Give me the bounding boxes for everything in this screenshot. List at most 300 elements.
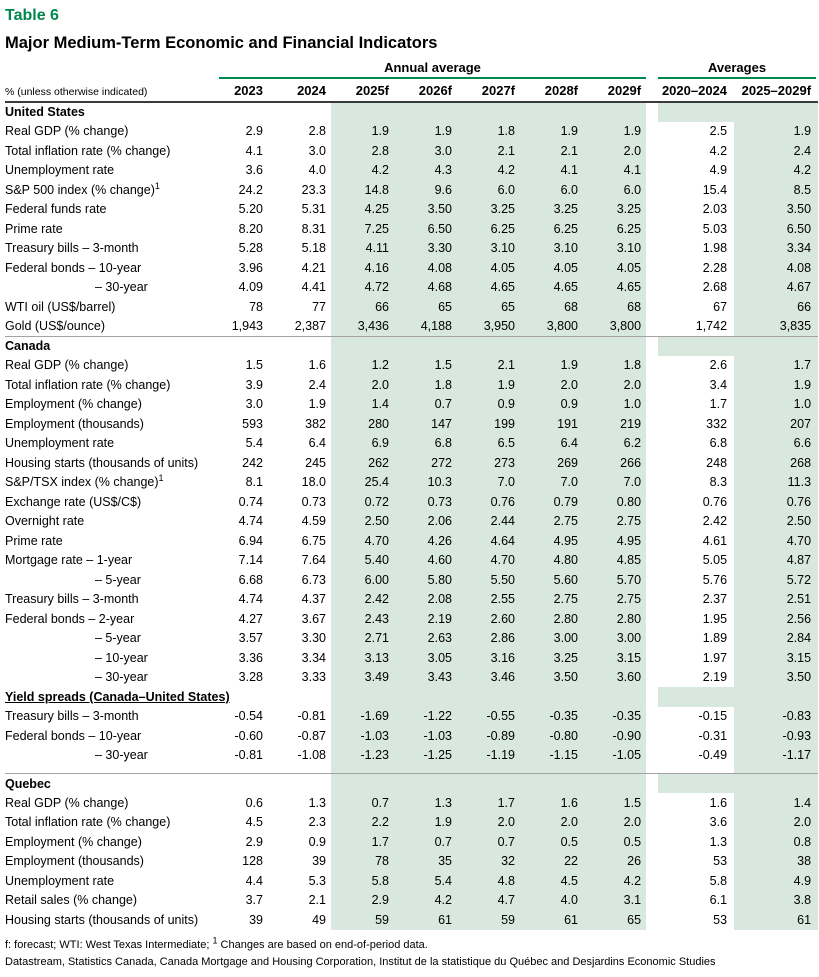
table-row	[5, 891, 818, 911]
cell-value: 5.60	[520, 570, 583, 590]
cell-value: 3.0	[308, 143, 326, 158]
section-filler-cell	[520, 774, 583, 794]
cell-value: -0.90	[583, 726, 646, 746]
cell-value: 78	[249, 299, 263, 314]
table-row	[5, 473, 818, 493]
cell-value: 3.10	[583, 239, 646, 259]
table-row	[5, 180, 818, 200]
row-label-footnote-ref: 1	[154, 180, 160, 191]
cell-value: 1.3	[709, 834, 728, 849]
section-filler-cell	[520, 336, 583, 356]
cell-value: -0.81	[234, 747, 263, 762]
column-gap	[646, 793, 658, 813]
footnote-pre: f: forecast; WTI: West Texas Intermediate;	[5, 938, 213, 951]
cell-value: 2.5	[709, 124, 728, 139]
cell-value: 5.8	[709, 873, 728, 888]
cell-value: 245	[305, 455, 326, 470]
column-gap	[646, 629, 658, 649]
table-row	[5, 590, 818, 610]
section-filler-cell	[734, 336, 818, 356]
cell-value: 3.96	[238, 260, 263, 275]
cell-value: 1.4	[734, 793, 818, 813]
cell-value: 4.2	[331, 161, 394, 181]
group-averages-label: Averages	[658, 60, 816, 79]
cell-value: 4.11	[331, 239, 394, 259]
cell-value: 2.75	[520, 512, 583, 532]
table-row	[5, 668, 818, 688]
row-label: Total inflation rate (% change)	[5, 377, 171, 392]
cell-value: 49	[312, 912, 326, 927]
column-gap	[646, 453, 658, 473]
cell-value: 2.9	[245, 124, 263, 139]
footnote-sup: 1	[212, 934, 218, 945]
cell-value: 61	[394, 910, 457, 930]
table-row	[5, 356, 818, 376]
row-label: Treasury bills – 3-month	[5, 592, 139, 607]
section-filler-cell	[394, 687, 457, 707]
cell-value: 4.05	[457, 258, 520, 278]
cell-value: -1.19	[457, 746, 520, 774]
cell-value: 4.27	[238, 611, 263, 626]
cell-value: 32	[457, 852, 520, 872]
cell-value: 11.3	[734, 473, 818, 493]
col-header-avg-2025-2029f: 2025–2029f	[734, 79, 818, 102]
cell-value: 6.1	[709, 893, 728, 908]
cell-value: -1.05	[583, 746, 646, 774]
cell-value: 3.49	[331, 668, 394, 688]
group-header-spacer	[5, 60, 205, 79]
cell-value: -1.23	[331, 746, 394, 774]
cell-value: 8.1	[245, 475, 263, 490]
cell-value: 0.73	[394, 492, 457, 512]
cell-value: 39	[249, 912, 263, 927]
cell-value: 4.21	[301, 260, 326, 275]
cell-value: 3.34	[301, 650, 326, 665]
cell-value: 4.08	[734, 258, 818, 278]
cell-value: 0.9	[457, 395, 520, 415]
cell-value: -0.60	[234, 728, 263, 743]
cell-value: 3.25	[457, 200, 520, 220]
cell-value: 65	[394, 297, 457, 317]
col-header-2029f: 2029f	[583, 79, 646, 102]
cell-value: 6.8	[394, 434, 457, 454]
column-gap	[646, 356, 658, 376]
row-label: Real GDP (% change)	[5, 795, 129, 810]
column-gap	[646, 258, 658, 278]
column-gap	[646, 200, 658, 220]
cell-value: 593	[242, 416, 263, 431]
cell-value: 2.1	[457, 356, 520, 376]
cell-value: 2.75	[583, 512, 646, 532]
cell-value: 2.08	[394, 590, 457, 610]
cell-value: 4.2	[457, 161, 520, 181]
indicators-table	[5, 60, 818, 930]
row-label: – 5-year	[95, 572, 141, 587]
table-row	[5, 297, 818, 317]
col-header-2023: 2023	[205, 79, 268, 102]
cell-value: 2.84	[734, 629, 818, 649]
cell-value: 1.9	[734, 375, 818, 395]
section-name-text: United States	[5, 105, 85, 120]
cell-value: 2.2	[331, 813, 394, 833]
column-gap	[646, 910, 658, 930]
row-label: Unemployment rate	[5, 873, 115, 888]
cell-value: 25.4	[331, 473, 394, 493]
row-label: Housing starts (thousands of units)	[5, 455, 199, 470]
cell-value: 2.9	[245, 834, 263, 849]
column-gap	[646, 102, 658, 122]
section-filler-cell	[394, 102, 457, 122]
cell-value: 3.30	[394, 239, 457, 259]
group-header-annual-average	[205, 60, 646, 79]
cell-value: -0.93	[734, 726, 818, 746]
cell-value: 4.26	[394, 531, 457, 551]
cell-value: 3.0	[394, 141, 457, 161]
cell-value: 6.68	[238, 572, 263, 587]
column-gap	[646, 832, 658, 852]
column-gap	[646, 434, 658, 454]
cell-value: 4.68	[394, 278, 457, 298]
section-filler-cell	[331, 774, 394, 794]
cell-value: 6.25	[457, 219, 520, 239]
cell-value: 2.6	[709, 358, 728, 373]
cell-value: 0.74	[238, 494, 263, 509]
cell-value: 1.0	[583, 395, 646, 415]
cell-value: 7.64	[301, 553, 326, 568]
section-name	[5, 336, 331, 356]
row-label: Employment (% change)	[5, 397, 142, 412]
row-label: Employment (thousands)	[5, 416, 144, 431]
cell-value: 2.42	[331, 590, 394, 610]
source-line: Datastream, Statistics Canada, Canada Mortgage and Housing Corporation, Institut de la statistique du Québec and Desjardins Economic Studies	[5, 955, 716, 968]
cell-value: 2.4	[308, 377, 326, 392]
cell-value: 4.3	[394, 161, 457, 181]
cell-value: 68	[520, 297, 583, 317]
column-gap	[646, 609, 658, 629]
group-annual-label: Annual average	[219, 60, 646, 79]
table-row	[5, 813, 818, 833]
cell-value: 5.8	[331, 871, 394, 891]
row-label: Employment (thousands)	[5, 854, 144, 869]
cell-value: 14.8	[331, 180, 394, 200]
cell-value: 4.2	[583, 871, 646, 891]
row-label: Prime rate	[5, 533, 63, 548]
cell-value: 5.50	[457, 570, 520, 590]
cell-value: 7.0	[520, 473, 583, 493]
cell-value: 68	[583, 297, 646, 317]
table-row	[5, 570, 818, 590]
cell-value: 23.3	[301, 182, 326, 197]
cell-value: 3.46	[457, 668, 520, 688]
cell-value: 3.60	[583, 668, 646, 688]
cell-value: 4.08	[394, 258, 457, 278]
cell-value: 24.2	[238, 182, 263, 197]
row-label: – 30-year	[95, 747, 148, 762]
cell-value: 4.37	[301, 592, 326, 607]
cell-value: 5.31	[301, 202, 326, 217]
cell-value: 3.25	[520, 648, 583, 668]
section-filler-cell	[520, 687, 583, 707]
cell-value: 4.05	[583, 258, 646, 278]
cell-value: 6.4	[520, 434, 583, 454]
section-name	[5, 687, 331, 707]
section-filler-cell	[331, 336, 394, 356]
cell-value: 3.13	[331, 648, 394, 668]
cell-value: 1.9	[457, 375, 520, 395]
cell-value: 1.9	[308, 397, 326, 412]
cell-value: 4.5	[245, 815, 263, 830]
section-filler-cell	[583, 102, 646, 122]
table-row	[5, 551, 818, 571]
cell-value: 3,950	[457, 317, 520, 337]
table-row	[5, 726, 818, 746]
cell-value: 4.70	[331, 531, 394, 551]
row-label: S&P/TSX index (% change)$^1$	[5, 473, 164, 490]
cell-value: 2.4	[734, 141, 818, 161]
table-row	[5, 453, 818, 473]
column-gap	[646, 871, 658, 891]
column-gap	[646, 531, 658, 551]
cell-value: 6.94	[238, 533, 263, 548]
cell-value: 5.72	[734, 570, 818, 590]
cell-value: 1.9	[520, 122, 583, 142]
cell-value: 4.5	[520, 871, 583, 891]
column-gap	[646, 570, 658, 590]
row-label: Unemployment rate	[5, 163, 115, 178]
row-label: WTI oil (US$/barrel)	[5, 299, 116, 314]
cell-value: 273	[457, 453, 520, 473]
cell-value: 266	[583, 453, 646, 473]
cell-value: 22	[520, 852, 583, 872]
cell-value: 4.67	[734, 278, 818, 298]
cell-value: 5.28	[238, 241, 263, 256]
column-gap	[646, 492, 658, 512]
cell-value: 1.89	[702, 631, 728, 646]
cell-value: 5.4	[394, 871, 457, 891]
cell-value: 26	[583, 852, 646, 872]
cell-value: 7.25	[331, 219, 394, 239]
row-label: Mortgage rate – 1-year	[5, 553, 133, 568]
cell-value: 4.60	[394, 551, 457, 571]
cell-value: 2.0	[520, 813, 583, 833]
cell-value: 5.80	[394, 570, 457, 590]
table-row	[5, 609, 818, 629]
table-row	[5, 852, 818, 872]
footnote	[5, 934, 815, 951]
row-label: Federal bonds – 10-year	[5, 260, 142, 275]
cell-value: 2.55	[457, 590, 520, 610]
cell-value: 128	[242, 854, 263, 869]
cell-value: 6.50	[734, 219, 818, 239]
cell-value: 199	[457, 414, 520, 434]
cell-value: 0.76	[457, 492, 520, 512]
column-gap	[646, 668, 658, 688]
cell-value: 3.50	[394, 200, 457, 220]
row-label: Total inflation rate (% change)	[5, 143, 171, 158]
cell-value: 1.9	[331, 122, 394, 142]
cell-value: 2.71	[331, 629, 394, 649]
cell-value: 4.72	[331, 278, 394, 298]
cell-value: 2.0	[331, 375, 394, 395]
row-label: Federal bonds – 2-year	[5, 611, 135, 626]
col-header-avg-2020-2024: 2020–2024	[658, 79, 734, 102]
cell-value: 4.65	[520, 278, 583, 298]
cell-value: 9.6	[394, 180, 457, 200]
cell-value: -1.03	[331, 726, 394, 746]
cell-value: -0.81	[297, 709, 326, 724]
column-gap	[646, 648, 658, 668]
cell-value: 53	[713, 912, 728, 927]
cell-value: 2.9	[331, 891, 394, 911]
cell-value: 3.33	[301, 670, 326, 685]
cell-value: 3.25	[583, 200, 646, 220]
cell-value: 4.80	[520, 551, 583, 571]
cell-value: 59	[331, 910, 394, 930]
section-name-text: Quebec	[5, 776, 51, 791]
table-row	[5, 832, 818, 852]
cell-value: 332	[706, 416, 728, 431]
cell-value: 2,387	[294, 319, 326, 333]
cell-value: 5.76	[702, 572, 728, 587]
cell-value: 3.16	[457, 648, 520, 668]
cell-value: 280	[331, 414, 394, 434]
table-row	[5, 375, 818, 395]
table-row	[5, 317, 818, 337]
section-filler-cell	[734, 102, 818, 122]
cell-value: 5.3	[308, 873, 326, 888]
cell-value: -1.03	[394, 726, 457, 746]
cell-value: 219	[583, 414, 646, 434]
table-row	[5, 122, 818, 142]
cell-value: 0.9	[520, 395, 583, 415]
row-label: Total inflation rate (% change)	[5, 815, 171, 830]
cell-value: 7.0	[583, 473, 646, 493]
cell-value: 248	[706, 455, 728, 470]
cell-value: -0.89	[457, 726, 520, 746]
cell-value: -0.55	[457, 707, 520, 727]
cell-value: 2.80	[520, 609, 583, 629]
cell-value: 6.0	[457, 180, 520, 200]
section-filler-cell	[583, 687, 646, 707]
cell-value: 4.64	[457, 531, 520, 551]
cell-value: 6.6	[734, 434, 818, 454]
cell-value: 2.0	[583, 141, 646, 161]
col-header-2025f: 2025f	[331, 79, 394, 102]
cell-value: 2.8	[308, 124, 326, 139]
cell-value: 6.00	[331, 570, 394, 590]
row-label: Retail sales (% change)	[5, 893, 138, 908]
cell-value: -1.15	[520, 746, 583, 774]
cell-value: 4.9	[709, 163, 728, 178]
cell-value: 5.70	[583, 570, 646, 590]
cell-value: 272	[394, 453, 457, 473]
row-label: Prime rate	[5, 221, 63, 236]
cell-value: 3.34	[734, 239, 818, 259]
column-gap	[646, 219, 658, 239]
column-gap	[646, 512, 658, 532]
row-label: – 30-year	[95, 280, 148, 295]
cell-value: 5.03	[702, 221, 728, 236]
cell-value: 4.70	[734, 531, 818, 551]
cell-value: 4.2	[709, 143, 728, 158]
cell-value: 2.28	[702, 260, 728, 275]
column-gap	[646, 375, 658, 395]
cell-value: 4.4	[245, 873, 263, 888]
col-header-2024: 2024	[268, 79, 331, 102]
cell-value: -0.83	[734, 707, 818, 727]
row-label: Housing starts (thousands of units)	[5, 912, 199, 927]
cell-value: 3,800	[520, 317, 583, 337]
section-filler-cell	[520, 102, 583, 122]
cell-value: 0.5	[583, 832, 646, 852]
row-label: Unemployment rate	[5, 436, 115, 451]
cell-value: 268	[734, 453, 818, 473]
cell-value: 3.10	[457, 239, 520, 259]
cell-value: 3.8	[734, 891, 818, 911]
footer	[5, 934, 815, 968]
column-gap	[646, 336, 658, 356]
cell-value: 269	[520, 453, 583, 473]
cell-value: 2.1	[457, 141, 520, 161]
cell-value: 6.25	[520, 219, 583, 239]
group-header-row	[5, 60, 818, 79]
cell-value: 1.3	[394, 793, 457, 813]
column-gap	[646, 395, 658, 415]
cell-value: 2.51	[734, 590, 818, 610]
cell-value: -0.35	[583, 707, 646, 727]
column-gap	[646, 726, 658, 746]
column-gap	[646, 852, 658, 872]
cell-value: 1.4	[331, 395, 394, 415]
cell-value: 262	[331, 453, 394, 473]
cell-value: -0.49	[698, 747, 728, 762]
section-name-text: Yield spreads (Canada–United States)	[5, 689, 230, 704]
cell-value: 1.95	[702, 611, 728, 626]
cell-value: 2.0	[457, 813, 520, 833]
cell-value: 4.1	[520, 161, 583, 181]
cell-value: 0.73	[301, 494, 326, 509]
column-gap	[646, 414, 658, 434]
table-row	[5, 258, 818, 278]
column-gap	[646, 551, 658, 571]
column-gap	[646, 317, 658, 337]
cell-value: 6.73	[301, 572, 326, 587]
cell-value: -0.15	[698, 709, 728, 724]
row-label: Exchange rate (US$/C$)	[5, 494, 142, 509]
cell-value: 3.57	[238, 631, 263, 646]
cell-value: 2.19	[702, 670, 728, 685]
cell-value: 3.6	[245, 163, 263, 178]
cell-value: 0.80	[583, 492, 646, 512]
cell-value: 77	[312, 299, 326, 314]
cell-value: 2.19	[394, 609, 457, 629]
section-name	[5, 102, 331, 122]
cell-value: 8.31	[301, 221, 326, 236]
row-label: S&P 500 index (% change)$^1$	[5, 180, 160, 197]
cell-value: 0.76	[702, 494, 728, 509]
col-header-gap	[646, 79, 658, 102]
footnote-post: Changes are based on end-of-period data.	[217, 938, 428, 951]
cell-value: 3.50	[734, 200, 818, 220]
section-filler-cell	[734, 774, 818, 794]
section-filler-cell	[583, 336, 646, 356]
cell-value: 2.0	[583, 813, 646, 833]
cell-value: 3.7	[245, 893, 263, 908]
cell-value: 6.8	[709, 436, 728, 451]
cell-value: 3.05	[394, 648, 457, 668]
row-label: Gold (US$/ounce)	[5, 319, 106, 333]
table-row	[5, 434, 818, 454]
